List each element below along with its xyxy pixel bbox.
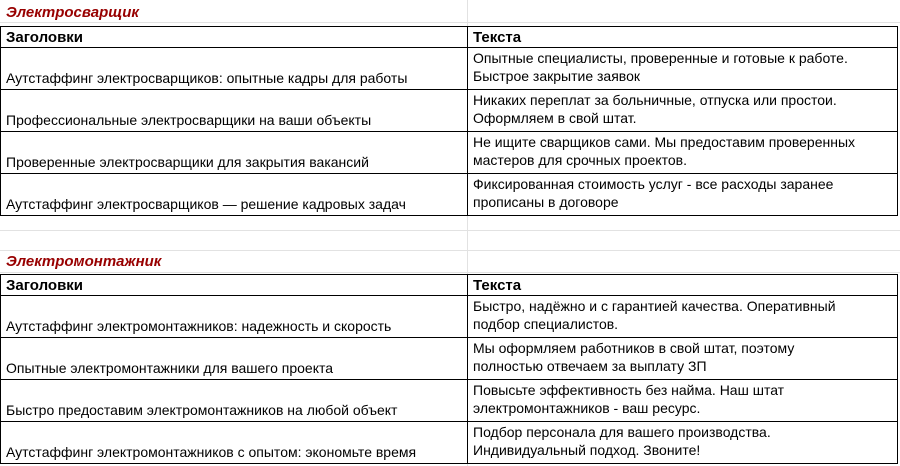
heading-cell[interactable]: Аутстаффинг электромонтажников с опытом: экономьте время	[1, 422, 468, 464]
text-cell[interactable]	[468, 296, 898, 338]
text-cell[interactable]	[468, 90, 898, 132]
text-cell[interactable]	[468, 338, 898, 380]
table-header-row	[1, 27, 898, 48]
text-line: Повысьте эффективность без найма. Наш штат	[473, 382, 785, 398]
table-header-row	[1, 275, 898, 296]
heading-cell[interactable]: Аутстаффинг электросварщиков — решение кадровых задач	[1, 174, 468, 216]
text-cell[interactable]	[468, 422, 898, 464]
gridline	[0, 22, 900, 23]
table-row	[1, 48, 898, 90]
text-line: электромонтажников - ваш ресурс.	[473, 400, 701, 416]
section-title-welder[interactable]: Электросварщик	[6, 4, 140, 21]
header-cell-texts[interactable]: Текста	[468, 275, 898, 296]
table-row	[1, 380, 898, 422]
heading-cell[interactable]: Профессиональные электросварщики на ваши объекты	[1, 90, 468, 132]
gridline	[0, 250, 900, 251]
gridline	[0, 230, 900, 231]
table-row	[1, 296, 898, 338]
text-line: Подбор персонала для вашего производства.	[473, 424, 771, 440]
header-cell-texts[interactable]: Текста	[468, 27, 898, 48]
table-row	[1, 338, 898, 380]
table-row	[1, 174, 898, 216]
text-cell[interactable]	[468, 48, 898, 90]
heading-cell[interactable]: Аутстаффинг электросварщиков: опытные кадры для работы	[1, 48, 468, 90]
electrician-table	[0, 274, 898, 464]
table-row	[1, 90, 898, 132]
heading-cell[interactable]: Аутстаффинг электромонтажников: надежность и скорость	[1, 296, 468, 338]
welder-table	[0, 26, 898, 216]
text-cell[interactable]	[468, 380, 898, 422]
heading-cell[interactable]: Опытные электромонтажники для вашего проекта	[1, 338, 468, 380]
text-line: Быстро, надёжно и с гарантией качества. Оперативный	[473, 298, 836, 314]
heading-cell[interactable]: Быстро предоставим электромонтажников на любой объект	[1, 380, 468, 422]
heading-cell[interactable]: Проверенные электросварщики для закрытия вакансий	[1, 132, 468, 174]
header-cell-headings[interactable]: Заголовки	[1, 275, 468, 296]
text-line: Фиксированная стоимость услуг - все расходы заранее	[473, 176, 834, 192]
text-line: Мы оформляем работников в свой штат, поэтому	[473, 340, 795, 356]
text-line: Никаких переплат за больничные, отпуска или простои.	[473, 92, 837, 108]
section-title-electrician[interactable]: Электромонтажник	[6, 253, 162, 270]
text-line: Не ищите сварщиков сами. Мы предоставим проверенных	[473, 134, 856, 150]
text-line: прописаны в договоре	[473, 194, 619, 210]
text-line: Индивидуальный подход. Звоните!	[473, 442, 701, 458]
text-line: полностью отвечаем за выплату ЗП	[473, 358, 707, 374]
text-line: мастеров для срочных проектов.	[473, 152, 687, 168]
gridline	[0, 272, 900, 273]
text-line: Быстрое закрытие заявок	[473, 68, 640, 84]
text-line: подбор специалистов.	[473, 316, 619, 332]
text-line: Опытные специалисты, проверенные и готовые к работе.	[473, 50, 848, 66]
table-row	[1, 422, 898, 464]
header-cell-headings[interactable]: Заголовки	[1, 27, 468, 48]
text-cell[interactable]	[468, 132, 898, 174]
text-cell[interactable]	[468, 174, 898, 216]
table-row	[1, 132, 898, 174]
text-line: Оформляем в свой штат.	[473, 110, 637, 126]
